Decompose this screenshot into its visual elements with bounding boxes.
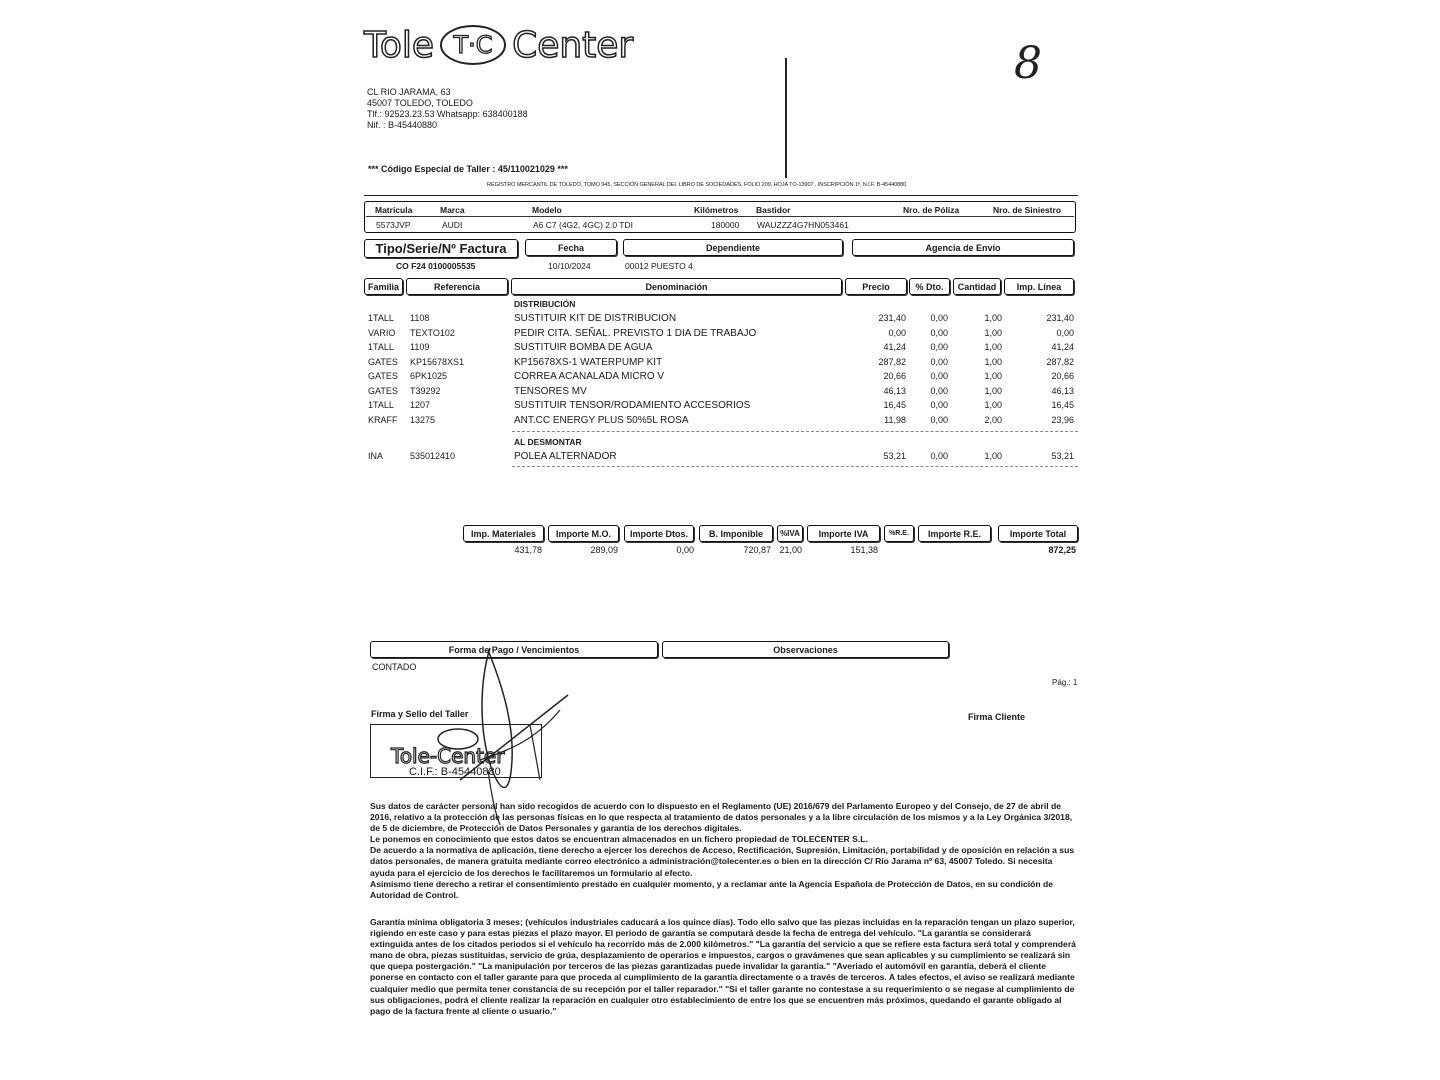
value-base-imponible: 720,87 [743, 545, 771, 555]
cell-importe: 287,82 [1046, 356, 1074, 367]
cell-referencia: TEXTO102 [410, 327, 455, 338]
label-importe-iva: Importe IVA [807, 525, 880, 542]
value-importe-iva: 151,38 [850, 545, 878, 555]
value-importe-dtos: 0,00 [676, 545, 694, 555]
cell-dto: 0,00 [930, 385, 948, 396]
cell-precio: 20,66 [883, 371, 906, 381]
vehicle-box-divider [366, 216, 1074, 217]
page-number: Pág.: 1 [1052, 678, 1078, 687]
label-siniestro: Nro. de Siniestro [993, 205, 1062, 215]
value-importe-total: 872,25 [1048, 545, 1076, 555]
label-importe-total: Importe Total [998, 525, 1078, 542]
col-precio: Precio [845, 278, 907, 295]
address-phone: Tlf.: 92523.23.53 Whatsapp: 638400188 [367, 109, 528, 119]
label-forma-pago: Forma de Pago / Vencimientos [370, 641, 658, 658]
tc-logo-mark [438, 23, 508, 67]
stamp-cif: C.I.F.: B-45440880 [409, 766, 501, 778]
table-row [368, 451, 1078, 465]
cell-cantidad: 1,00 [984, 342, 1002, 352]
cell-denominacion: ANT.CC ENERGY PLUS 50%5L ROSA [514, 414, 689, 426]
table-row [368, 342, 1078, 356]
section-separator [512, 431, 1078, 432]
cell-familia: KRAFF [368, 414, 398, 425]
label-tipo-factura: Tipo/Serie/Nº Factura [364, 239, 518, 258]
cell-denominacion: POLEA ALTERNADOR [514, 451, 617, 462]
cell-familia: GATES [368, 371, 398, 381]
cell-importe: 46,13 [1051, 385, 1074, 396]
col-importe: Imp. Línea [1004, 278, 1074, 295]
table-row [368, 415, 1078, 429]
cell-cantidad: 1,00 [984, 385, 1002, 396]
cell-referencia: 1109 [410, 342, 430, 352]
cell-familia: GATES [368, 385, 398, 396]
label-observaciones: Observaciones [662, 641, 949, 658]
label-pct-iva: %IVA [777, 525, 803, 542]
cell-dto: 0,00 [930, 400, 948, 410]
address-line: CL RIO JARAMA, 63 [367, 87, 451, 97]
label-marca: Marca [440, 205, 465, 215]
table-row [368, 386, 1078, 400]
taller-code: *** Código Especial de Taller : 45/110021029 *** [368, 164, 568, 174]
cell-familia: GATES [368, 356, 398, 367]
forma-pago-value: CONTADO [372, 662, 417, 672]
cell-familia: INA [368, 451, 384, 461]
label-modelo: Modelo [532, 205, 562, 215]
cell-referencia: 6PK1025 [410, 371, 448, 381]
cell-denominacion: SUSTITUIR TENSOR/RODAMIENTO ACCESORIOS [514, 400, 751, 411]
cell-importe: 16,45 [1051, 400, 1074, 410]
cell-denominacion: KP15678XS-1 WATERPUMP KIT [514, 356, 663, 368]
cell-importe: 53,21 [1051, 451, 1074, 461]
label-km: Kilómetros [694, 205, 739, 215]
cell-familia: VARIO [368, 327, 396, 338]
cell-precio: 46,13 [883, 385, 906, 396]
cell-importe: 20,66 [1051, 371, 1074, 381]
vehicle-marca: AUDI [442, 220, 463, 230]
cell-referencia: KP15678XS1 [410, 356, 465, 367]
invoice-dependiente: 00012 PUESTO 4 [625, 261, 693, 271]
cell-dto: 0,00 [930, 371, 948, 381]
label-dependiente: Dependiente [623, 239, 843, 256]
cell-importe: 0,00 [1056, 327, 1074, 338]
label-importe-re: Importe R.E. [918, 525, 991, 542]
legal-paragraph: De acuerdo a la normativa de aplicación, tiene derecho a ejercer los derechos de Acceso, Rectificación, Supresión, Limitación, portabilidad y de oposición en relación a sus datos personales, de manera gratuita mediante correo electrónico a administración@tolecenter.es o bien en la dirección C/ Río Jarama nº 63, 45007 Toledo. Si necesita ayuda para el ejercicio de los derechos le facilitaremos un formulario al efecto. [370, 845, 1075, 878]
cell-familia: 1TALL [368, 400, 394, 410]
cell-dto: 0,00 [930, 313, 948, 323]
vehicle-bastidor: WAUZZZ4G7HN053461 [757, 220, 849, 230]
cell-cantidad: 1,00 [984, 400, 1002, 410]
cell-referencia: T39292 [410, 385, 441, 396]
company-address [367, 87, 528, 131]
label-agencia: Agencia de Envío [852, 239, 1074, 256]
cell-cantidad: 1,00 [984, 327, 1002, 338]
label-fecha: Fecha [525, 239, 617, 256]
col-familia: Familia [364, 278, 403, 295]
vertical-divider [785, 58, 787, 178]
address-line: 45007 TOLEDO, TOLEDO [367, 98, 473, 108]
label-firma-cliente: Firma Cliente [968, 712, 1026, 722]
cell-denominacion: CORREA ACANALADA MICRO V [514, 371, 665, 382]
label-imp-materiales: Imp. Materiales [463, 525, 544, 542]
value-imp-materiales: 431,78 [514, 545, 542, 555]
cell-cantidad: 1,00 [984, 313, 1002, 323]
legal-garantia: Garantía mínima obligatoria 3 meses; (vehículos industriales caducará a los quince días). Todo ello salvo que las piezas incluidas en la reparación tengan un plazo superior, rigiendo en este caso y para estas piezas el plazo mayor. El periodo de garantía se computará desde la fecha de entrega del vehículo. "La garantía se considerará extinguida antes de los citados periodos si el vehículo ha recorrido más de 2.000 kilómetros." "La garantía del servicio a que se refiere esta factura será total y comprenderá mano de obra, piezas sustituidas, servicio de grúa, desplazamiento de operarios e impuestos, cargos o gravámenes que sean aplicables y su cumplimiento se realizará sin que quepa postergación." "La manipulación por terceros de las piezas garantizadas puede invalidar la garantía." "Averiado el automóvil en garantía, deberá el cliente ponerse en contacto con el taller garante para que proceda al cumplimiento de la garantía directamente o a través de terceros. A tales efectos, el aviso se realizará mediante cualquier medio que permita tener constancia de su recepción por el taller reparador." "Si el taller garante no contestase a su requerimiento o se negase al cumplimiento de sus obligaciones, podrá el cliente realizar la reparación en cualquier otro establecimiento de entre los que se encuentren más próximos, quedando el garante obligado al pago de la factura frente al cliente o usuario." [370, 917, 1076, 1016]
cell-referencia: 1108 [410, 313, 430, 323]
logo-text-left: Tole [364, 24, 435, 66]
label-firma-taller: Firma y Sello del Taller [371, 709, 469, 719]
svg-text:8: 8 [1014, 38, 1042, 88]
cell-dto: 0,00 [930, 327, 948, 338]
cell-precio: 11,98 [884, 414, 906, 425]
invoice-date: 10/10/2024 [548, 261, 591, 271]
cell-precio: 231,40 [878, 313, 906, 323]
table-row [368, 400, 1078, 414]
svg-text:T·C: T·C [453, 31, 493, 59]
col-dto: % Dto. [909, 278, 950, 295]
cell-referencia: 1207 [410, 400, 431, 410]
label-matricula: Matrícula [375, 205, 413, 215]
vehicle-matricula: 5573JVP [376, 220, 411, 230]
cell-precio: 53,21 [883, 451, 906, 461]
col-cantidad: Cantidad [953, 278, 1001, 295]
stamp-name: Tole-Center [391, 744, 505, 768]
cell-cantidad: 1,00 [984, 371, 1002, 381]
label-poliza: Nro. de Póliza [903, 205, 960, 215]
cell-referencia: 13275 [410, 414, 436, 425]
cell-precio: 41,24 [883, 342, 906, 352]
cell-denominacion: SUSTITUIR BOMBA DE AGUA [514, 342, 653, 353]
cell-familia: 1TALL [368, 313, 394, 323]
cell-importe: 23,96 [1051, 414, 1074, 425]
table-row [368, 357, 1078, 371]
cell-cantidad: 2,00 [984, 414, 1002, 425]
cell-denominacion: PEDIR CITA. SEÑAL. PREVISTO 1 DIA DE TRABAJO [514, 327, 757, 339]
col-denominacion: Denominación [511, 278, 842, 295]
label-importe-dtos: Importe Dtos. [624, 525, 694, 542]
cell-precio: 16,45 [883, 400, 906, 410]
legal-paragraph: Le ponemos en conocimiento que estos datos se encuentran almacenados en un fichero propiedad de TOLECENTER S.L. [370, 834, 868, 845]
section-distribucion: DISTRIBUCIÓN [514, 299, 576, 309]
cell-familia: 1TALL [368, 342, 394, 352]
address-nif: Nif. : B-45440880 [367, 120, 438, 130]
cell-precio: 287,82 [878, 356, 906, 367]
cell-dto: 0,00 [930, 356, 948, 367]
label-bastidor: Bastidor [756, 205, 791, 215]
handwritten-number [1012, 38, 1042, 88]
company-logo [364, 20, 633, 70]
section-separator [512, 466, 1078, 467]
header-rule [364, 195, 1078, 196]
label-pct-re: %R.E. [884, 525, 914, 542]
vehicle-modelo: A6 C7 (4G2, 4GC) 2.0 TDI [533, 220, 633, 230]
section-al-desmontar: AL DESMONTAR [514, 437, 582, 447]
vehicle-km: 180000 [711, 220, 740, 230]
cell-denominacion: SUSTITUIR KIT DE DISTRIBUCION [514, 313, 677, 324]
invoice-number: CO F24 0100005535 [396, 261, 476, 271]
cell-dto: 0,00 [930, 342, 948, 352]
cell-cantidad: 1,00 [984, 451, 1002, 461]
legal-privacy [370, 801, 1076, 901]
table-row [368, 313, 1078, 327]
table-row [368, 328, 1078, 342]
label-importe-mo: Importe M.O. [548, 525, 619, 542]
cell-denominacion: TENSORES MV [514, 385, 587, 397]
cell-dto: 0,00 [930, 414, 948, 425]
legal-paragraph: Sus datos de carácter personal han sido recogidos de acuerdo con lo dispuesto en el Reglamento (UE) 2016/679 del Parlamento Europeo y del Consejo, de 27 de abril de 2016, relativo a la protección de las personas físicas en lo que respecta al tratamiento de datos personales y a la libre circulación de los mismos y a la Ley Orgánica 3/2018, de 5 de diciembre, de Protección de Datos Personales y garantía de los derechos digitales. [370, 801, 1073, 834]
cell-importe: 231,40 [1046, 313, 1074, 323]
cell-dto: 0,00 [930, 451, 948, 461]
value-importe-mo: 289,09 [590, 545, 618, 555]
cell-cantidad: 1,00 [984, 356, 1002, 367]
label-base-imponible: B. Imponible [699, 525, 773, 542]
cell-importe: 41,24 [1051, 342, 1074, 352]
cell-precio: 0,00 [888, 327, 906, 338]
registro-mercantil: REGISTRO MERCANTIL DE TOLEDO, TOMO 945, SECCIÓN GENERAL DEL LIBRO DE SOCIEDADES, FOLIO 209, HOJA TO-13907 , INSCRIPCIÓN 1ª, N.I.F. B-45440880 [487, 182, 907, 188]
legal-paragraph: Asimismo tiene derecho a retirar el consentimiento prestado en cualquier momento, y a reclamar ante la Agencia Española de Protección de Datos, en su condición de Autoridad de Control. [370, 878, 1054, 900]
col-referencia: Referencia [406, 278, 508, 295]
value-pct-iva: 21,00 [779, 545, 802, 555]
cell-referencia: 535012410 [410, 451, 456, 461]
logo-text-right: Center [512, 24, 634, 66]
table-row [368, 371, 1078, 385]
